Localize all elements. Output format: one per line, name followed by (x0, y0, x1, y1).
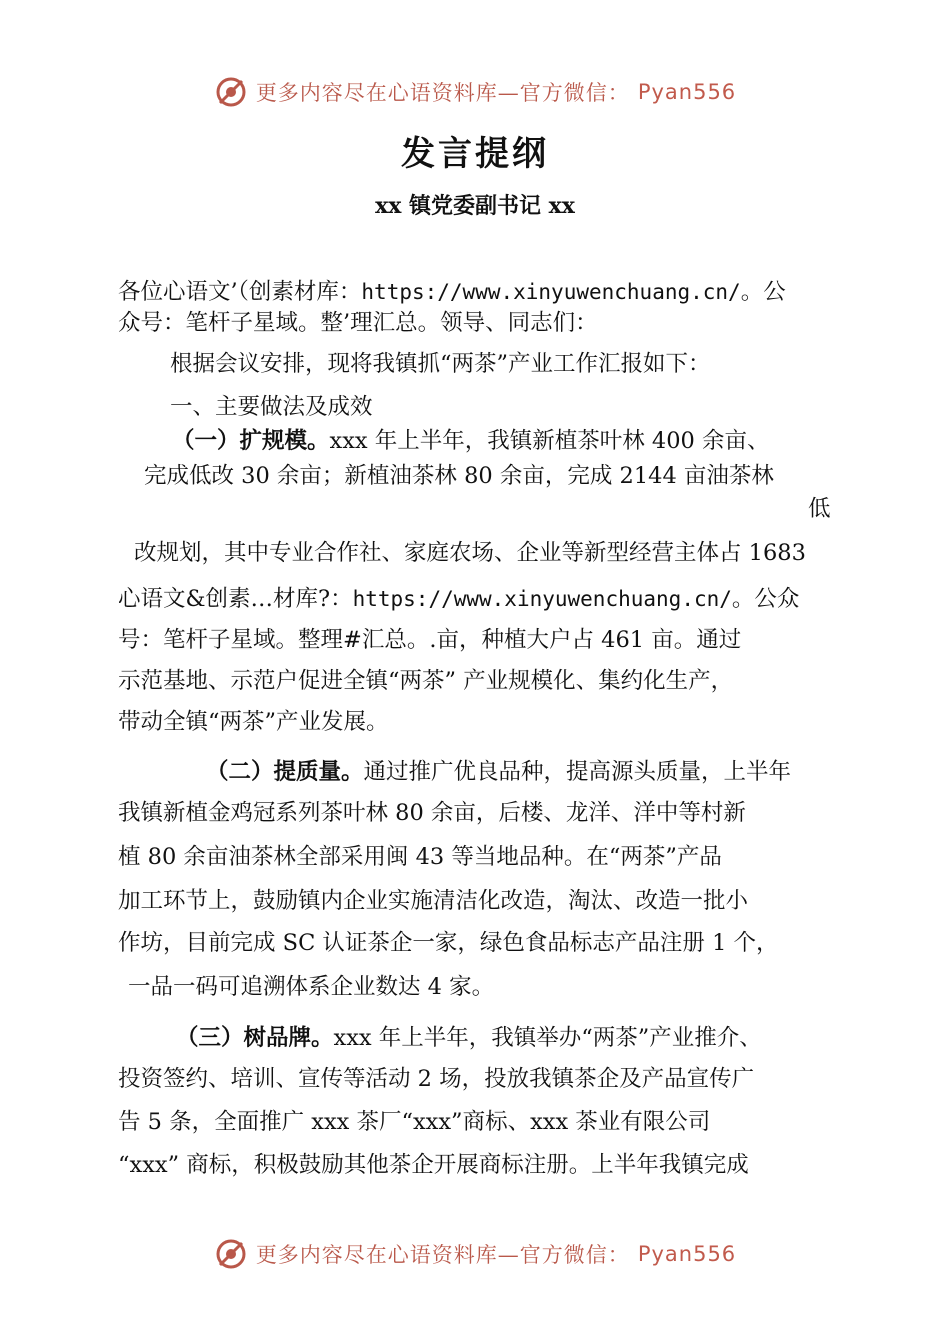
p3-line-1: （三）树品牌。xxx 年上半年，我镇举办“两茶”产业推介、 (176, 1025, 762, 1051)
p2-line-6: 一品一码可追溯体系企业数达 4 家。 (128, 974, 495, 1000)
p3-line-4: “xxx” 商标，积极鼓励其他茶企开展商标注册。上半年我镇完成 (118, 1152, 749, 1178)
p1-heading: （一）扩规模。 (172, 428, 330, 454)
watermark-wechat-id: Pyan556 (637, 1242, 737, 1266)
p1-line-7: 示范基地、示范户促进全镇“两茶” 产业规模化、集约化生产， (118, 668, 734, 694)
logo-seal-icon (214, 1237, 248, 1271)
logo-seal-icon (214, 75, 248, 109)
p1-line-4: 改规划，其中专业合作社、家庭农场、企业等新型经营主体占 1683 (134, 540, 806, 566)
p3-line-2: 投资签约、培训、宣传等活动 2 场，投放我镇茶企及产品宣传广 (118, 1066, 755, 1092)
p2-line-5: 作坊，目前完成 SC 认证茶企一家，绿色食品标志产品注册 1 个， (118, 930, 779, 956)
greeting-line-1: 各位心语文’（创素材库：https://www.xinyuwenchuang.cn/。公 (118, 279, 786, 305)
intro-paragraph: 根据会议安排，现将我镇抓“两茶”产业工作汇报如下： (170, 351, 711, 377)
document-subtitle: xx 镇党委副书记 xx (375, 193, 575, 219)
p1-line-8: 带动全镇“两茶”产业发展。 (118, 709, 389, 735)
p2-line-2: 我镇新植金鸡冠系列茶叶林 80 余亩，后楼、龙洋、洋中等村新 (118, 800, 746, 826)
p2-line-3: 植 80 余亩油茶林全部采用闽 43 等当地品种。在“两茶”产品 (118, 844, 722, 870)
p1-line-5: 心语文&创素…材库?：https://www.xinyuwenchuang.cn/。公众 (118, 586, 800, 612)
section-heading-1: 一、主要做法及成效 (170, 394, 373, 420)
watermark-header (0, 72, 950, 112)
p2-heading: （二）提质量。 (206, 759, 364, 785)
greeting-line-2: 众号：笔杆子星域。整’理汇总。领导、同志们： (118, 310, 598, 336)
watermark-text: 更多内容尽在心语资料库—官方微信： (255, 81, 630, 105)
p2-line-1: （二）提质量。通过推广优良品种，提高源头质量，上半年 (206, 759, 792, 785)
source-url: https://www.xinyuwenchuang.cn/ (361, 280, 741, 304)
watermark-footer (0, 1234, 950, 1274)
watermark-text: 更多内容尽在心语资料库—官方微信： (255, 1243, 630, 1267)
watermark-wechat-id: Pyan556 (637, 80, 737, 104)
p1-line-6: 号：笔杆子星域。整理#汇总。.亩，种植大户占 461 亩。通过 (118, 627, 742, 653)
document-title: 发言提纲 (401, 134, 549, 174)
p2-line-4: 加工环节上，鼓励镇内企业实施清洁化改造，淘汰、改造一批小 (118, 888, 749, 914)
p3-line-3: 告 5 条，全面推广 xxx 茶厂“xxx”商标、xxx 茶业有限公司 (118, 1109, 711, 1135)
p1-line-1: （一）扩规模。xxx 年上半年，我镇新植茶叶林 400 余亩、 (172, 428, 770, 454)
p3-heading: （三）树品牌。 (176, 1025, 334, 1051)
p1-line-2: 完成低改 30 余亩；新植油茶林 80 余亩，完成 2144 亩油茶林 (144, 463, 774, 489)
p1-line-3: 低 (808, 496, 831, 522)
source-url: https://www.xinyuwenchuang.cn/ (352, 587, 732, 611)
